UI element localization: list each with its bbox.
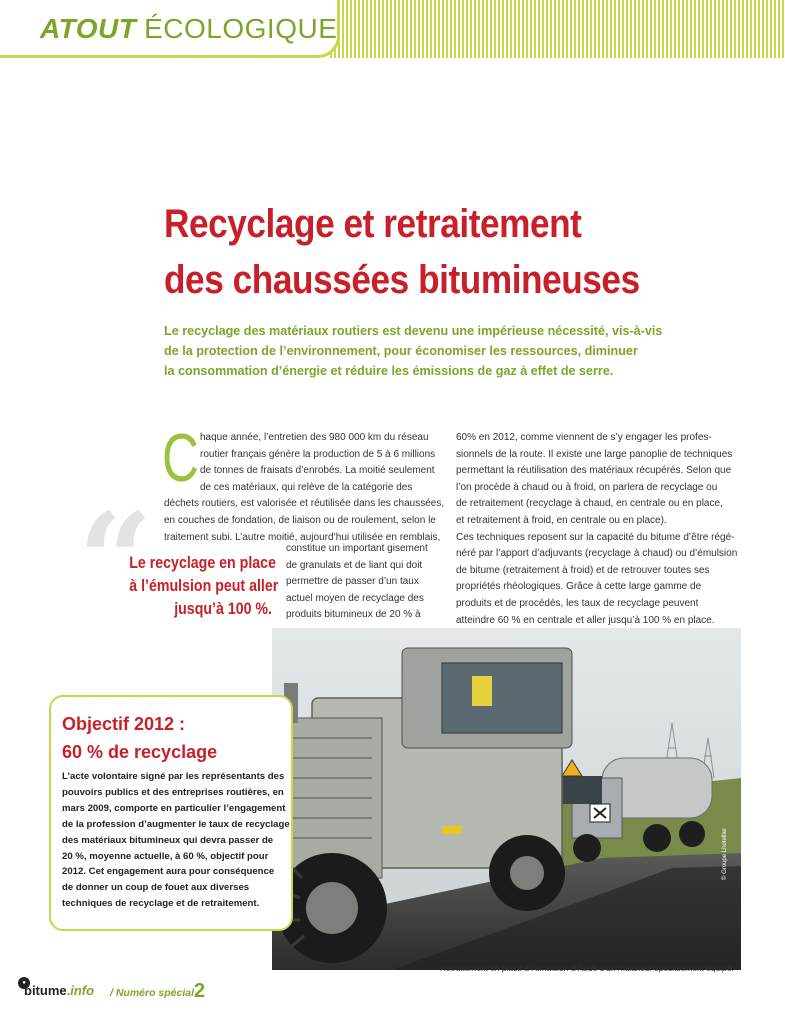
body-line: atteindre 60 % en centrale et aller jusqu’à 100 % en place.: [456, 614, 715, 626]
body-line: 60% en 2012, comme viennent de s’y engager les profes-: [456, 432, 712, 443]
body-line: [164, 430, 440, 447]
body-line: Ces techniques reposent sur la capacité du bitume d’être régé-: [456, 531, 735, 543]
objective-line: pouvoirs publics et des entreprises routières, en: [62, 786, 284, 798]
logo-suffix: info: [70, 983, 95, 998]
objective-line: mars 2009, comporte en particulier l’engagement: [62, 802, 286, 814]
title-line: des chaussées bitumineuses: [164, 258, 640, 302]
title-line: Recyclage et retraitement: [164, 202, 582, 246]
objective-line: de donner un coup de fouet aux diverses: [62, 882, 250, 894]
drop-cap: C: [162, 420, 199, 496]
body-line-text: de ces matériaux, qui relève de la catégorie des: [200, 481, 413, 493]
pull-quote: [106, 552, 279, 621]
body-line-text: de tonnes de fraisats d’enrobés. La moitié seulement: [200, 465, 435, 477]
body-line: propriétés rhéologiques. Grâce à cette large gamme de: [456, 581, 702, 593]
body-line: permettre de passer d’un taux: [286, 576, 419, 588]
article-title: [164, 196, 674, 308]
photo-caption: Retraitement en place à l’émulsion à l’aide d’un malaxeur spécialement équipé.: [440, 963, 734, 973]
section-label-light: ÉCOLOGIQUE: [144, 13, 338, 44]
body-column-2: [456, 430, 740, 629]
pull-quote-line: Le recyclage en place: [129, 554, 276, 572]
body-line: [164, 463, 440, 480]
section-label-bold: ATOUT: [40, 13, 137, 44]
objective-text: [62, 769, 290, 912]
body-line: produits bitumineux de 20 % à: [286, 609, 421, 621]
body-line: [164, 447, 440, 464]
body-line-text: routier français génère la production de 5 à 6 millions: [200, 448, 436, 460]
section-label: [40, 12, 337, 46]
pull-quote-line: à l’émulsion peut aller: [129, 577, 279, 595]
body-line: sionnels de la route. Il existe une large panoplie de techniques: [456, 448, 733, 460]
lead-line: la consommation d’énergie et réduire les émissions de gaz à effet de serre.: [164, 364, 614, 378]
body-line: permettant la réutilisation des matériaux récupérés. Selon que: [456, 465, 732, 477]
body-line: en couches de fondation, de liaison ou de roulement, selon le: [164, 514, 436, 526]
body-line: et retraitement à froid, en centrale ou en place).: [456, 514, 667, 526]
objective-line: L’acte volontaire signé par les représentants des: [62, 771, 285, 782]
road-machinery-photo: [272, 628, 741, 970]
lead-line: Le recyclage des matériaux routiers est devenu une impérieuse nécessité, vis-à-vis: [164, 324, 663, 338]
body-line: l’on procède à chaud ou à froid, on parlera de recyclage ou: [456, 481, 718, 493]
body-line: de bitume (retraitement à froid) et de retrouver toutes ses: [456, 564, 710, 576]
body-line: traitement subi. L’autre moitié, aujourd’hui utilisée en remblais,: [164, 531, 441, 543]
page-number: 2: [194, 980, 206, 1002]
objective-title-line: Objectif 2012 :: [62, 714, 186, 734]
publication-logo: [24, 983, 94, 998]
body-line: déchets routiers, est valorisée et réutilisée dans les chaussées,: [164, 498, 445, 510]
objective-title: [62, 710, 217, 766]
body-column-1-continued: [286, 541, 440, 624]
page-footer: [18, 977, 318, 1007]
body-column-1: [164, 430, 445, 546]
photo-illustration: [272, 628, 741, 970]
body-line: [164, 480, 440, 497]
body-line: de granulats et de liant qui doit: [286, 559, 423, 571]
objective-line: 2012. Cet engagement aura pour conséquence: [62, 866, 275, 878]
photo-credit: © Groupe Lhotellier: [722, 827, 728, 880]
objective-line: 20 %, moyenne actuelle, à 60 %, objectif pour: [62, 850, 269, 862]
header-stripes: [330, 0, 785, 58]
objective-line: des matériaux bitumineux qui devra passer de: [62, 834, 274, 846]
issue-label: / Numéro spécial: [110, 987, 195, 999]
logo-mark-icon: ●: [18, 977, 30, 989]
body-line: néré par l’apport d’adjuvants (recyclage à chaud) ou d’émulsion: [456, 548, 738, 560]
body-line: actuel moyen de recyclage des: [286, 592, 424, 604]
header-band: [0, 0, 785, 58]
objective-title-line: 60 % de recyclage: [62, 742, 218, 762]
objective-line: de la profession d’augmenter le taux de recyclage: [62, 818, 290, 830]
quote-mark-icon: “: [78, 484, 153, 637]
body-line: de retraitement (recyclage à chaud, en centrale ou en place,: [456, 498, 723, 510]
logo-dot: .: [66, 983, 71, 998]
body-line: produits et de procédés, les taux de recyclage peuvent: [456, 597, 699, 609]
pull-quote-line: jusqu’à 100 %.: [174, 600, 272, 618]
body-line-text: haque année, l’entretien des 980 000 km du réseau: [200, 432, 429, 443]
logo-prefix: bitume: [24, 983, 67, 998]
body-line: constitue un important gisement: [286, 543, 428, 554]
objective-line: techniques de recyclage et de retraitement.: [62, 898, 260, 910]
lead-line: de la protection de l’environnement, pour économiser les ressources, diminuer: [164, 344, 638, 358]
article-lead: [164, 321, 724, 381]
